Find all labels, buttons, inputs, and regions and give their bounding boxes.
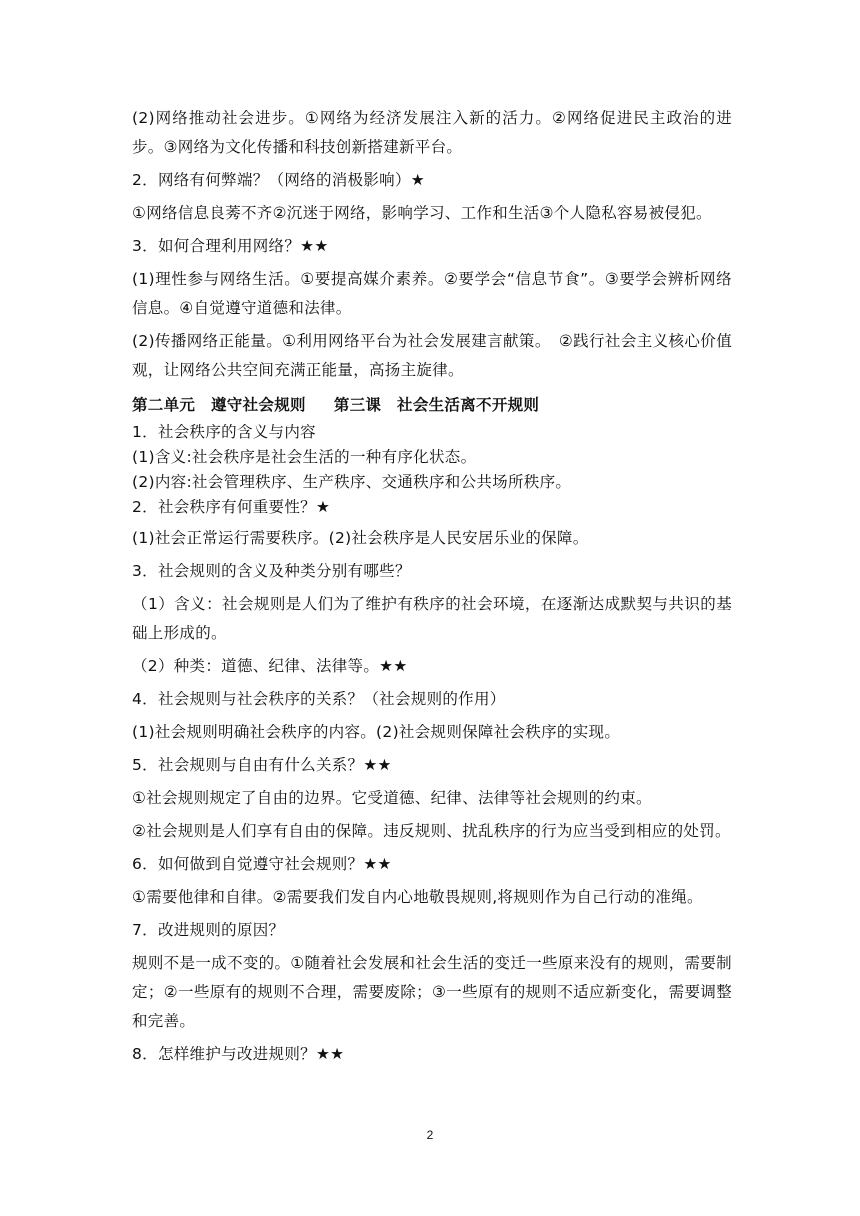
paragraph-order-content: (2)内容:社会管理秩序、生产秩序、交通秩序和公共场所秩序。 (132, 473, 572, 491)
paragraph-order-meaning: (1)含义:社会秩序是社会生活的一种有序化状态。 (132, 448, 477, 466)
section-heading (132, 391, 732, 420)
paragraph-order-importance: (1)社会正常运行需要秩序。(2)社会秩序是人民安居乐业的保障。 (132, 529, 589, 547)
paragraph-network-progress: (2)网络推动社会进步。①网络为经济发展注入新的活力。②网络促进民主政治的进步。③网络为文化传播和科技创新搭建新平台。 (132, 109, 732, 156)
paragraph-freedom-guarantee: ②社会规则是人们享有自由的保障。违反规则、扰乱秩序的行为应当受到相应的处罚。 (132, 822, 731, 840)
paragraph-rules-order-relation: (1)社会规则明确社会秩序的内容。(2)社会规则保障社会秩序的实现。 (132, 723, 621, 741)
paragraph-positive-energy: (2)传播网络正能量。①利用网络平台为社会发展建言献策。 ②践行社会主义核心价值观，让网络公共空间充满正能量，高扬主旋律。 (132, 332, 732, 379)
paragraph-freedom-boundary: ①社会规则规定了自由的边界。它受道德、纪律、法律等社会规则的约束。 (132, 789, 652, 807)
question-improve-reasons: 7．改进规则的原因？ (132, 921, 285, 939)
document-body (132, 104, 732, 1069)
paragraph-obey-rules: ①需要他律和自律。②需要我们发自内心地敬畏规则,将规则作为自己行动的准绳。 (132, 888, 703, 906)
question-order-importance: 2．社会秩序有何重要性？★ (132, 498, 331, 516)
paragraph-rules-meaning: （1）含义：社会规则是人们为了维护有秩序的社会环境，在逐渐达成默契与共识的基础上形成的。 (132, 595, 732, 642)
question-use-network: 3．如何合理利用网络？★★ (132, 237, 329, 255)
paragraph-rules-types: （2）种类：道德、纪律、法律等。★★ (132, 657, 408, 675)
question-obey-rules: 6．如何做到自觉遵守社会规则？★★ (132, 855, 392, 873)
question-rules-freedom: 5．社会规则与自由有什么关系？★★ (132, 756, 392, 774)
paragraph-network-drawbacks: ①网络信息良莠不齐②沉迷于网络，影响学习、工作和生活③个人隐私容易被侵犯。 (132, 204, 712, 222)
unit-title: 第二单元 遵守社会规则 (132, 396, 306, 414)
paragraph-improve-reasons: 规则不是一成不变的。①随着社会发展和社会生活的变迁一些原来没有的规则，需要制定；②一些原有的规则不合理，需要废除；③一些原有的规则不适应新变化，需要调整和完善。 (132, 954, 732, 1030)
lesson-title: 第三课 社会生活离不开规则 (333, 396, 540, 414)
question-rules-order-relation: 4．社会规则与社会秩序的关系？（社会规则的作用） (132, 690, 506, 708)
question-maintain-improve: 8．怎样维护与改进规则？★★ (132, 1045, 345, 1063)
page-number: 2 (426, 1128, 434, 1142)
paragraph-rational-participation: (1)理性参与网络生活。①要提高媒介素养。②要学会“信息节食”。③要学会辨析网络信息。④自觉遵守道德和法律。 (132, 270, 732, 317)
question-social-order: 1．社会秩序的含义与内容 (132, 423, 316, 441)
question-network-drawbacks: 2．网络有何弊端？（网络的消极影响）★ (132, 171, 425, 189)
question-rules-types: 3．社会规则的含义及种类分别有哪些？ (132, 562, 411, 580)
